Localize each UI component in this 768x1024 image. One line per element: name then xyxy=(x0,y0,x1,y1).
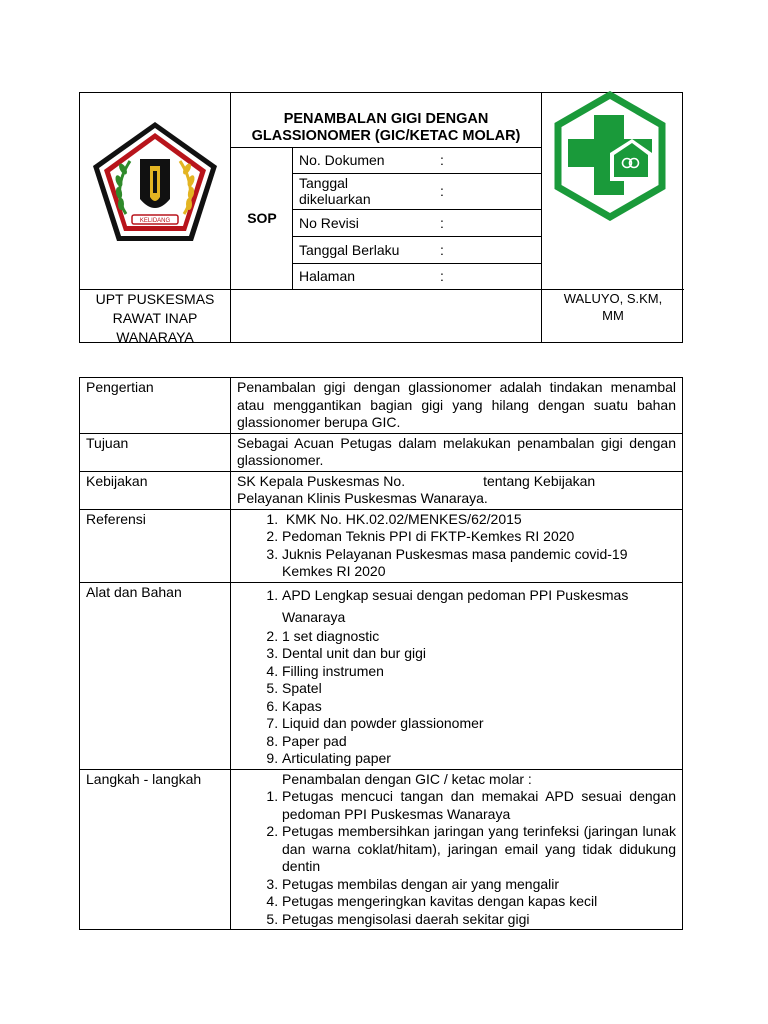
list-item: 2. 1 set diagnostic xyxy=(282,628,676,646)
sop-label: SOP xyxy=(247,210,277,226)
doc-field-colon: : xyxy=(440,152,444,168)
divider xyxy=(292,236,542,237)
list-item: 2. Pedoman Teknis PPI di FKTP-Kemkes RI 2020 xyxy=(282,528,676,546)
org-line: WANARAYA xyxy=(116,329,194,345)
doc-field-label: No Revisi xyxy=(299,215,359,231)
doc-field-label: Tanggal dikeluarkan xyxy=(299,175,371,207)
row-key: Alat dan Bahan xyxy=(80,582,231,769)
langkah-lead: Penambalan dengan GIC / ketac molar : xyxy=(282,770,532,787)
row-key: Tujuan xyxy=(80,433,231,471)
list-item: 3. Petugas membilas dengan air yang mengalir xyxy=(282,876,676,894)
row-key: Pengertian xyxy=(80,378,231,434)
divider xyxy=(292,209,542,210)
doc-field-colon: : xyxy=(440,215,444,231)
org-line: RAWAT INAP xyxy=(112,310,198,326)
table-row-referensi xyxy=(80,509,683,582)
row-key: Referensi xyxy=(80,509,231,582)
list-item: 1. Petugas mencuci tangan dan memakai APD sesuai dengan pedoman PPI Puskesmas Wanaraya xyxy=(282,788,676,823)
row-value: Penambalan gigi dengan glassionomer adalah tindakan menambal atau menggantikan bagian gigi yang hilang dengan suatu bahan glassionomer berupa GIC. xyxy=(231,378,683,434)
signatory-line: MM xyxy=(602,308,624,323)
table-row-pengertian xyxy=(80,378,683,434)
doc-field-label: Halaman xyxy=(299,268,356,284)
doc-field-label: Tanggal Berlaku xyxy=(299,242,400,258)
emblem-motto: KELIDANG xyxy=(139,218,171,224)
organization-name xyxy=(80,290,230,347)
puskesmas-logo xyxy=(554,91,666,221)
table-row-langkah xyxy=(80,769,683,930)
list-item: 1. APD Lengkap sesuai dengan pedoman PPI Puskesmas Wanaraya xyxy=(282,584,676,628)
row-value: Sebagai Acuan Petugas dalam melakukan penambalan gigi dengan glassionomer. xyxy=(231,433,683,471)
list-item: 4. Filling instrumen xyxy=(282,663,676,681)
page-title xyxy=(231,111,541,145)
table-row-alat-dan-bahan xyxy=(80,582,683,769)
row-value xyxy=(231,471,683,509)
list-item: 6. Kapas xyxy=(282,698,676,716)
doc-field-colon: : xyxy=(440,268,444,284)
divider xyxy=(230,147,542,148)
divider xyxy=(292,263,542,264)
kebijakan-text: Pelayanan Klinis Puskesmas Wanaraya. xyxy=(237,490,488,506)
table-row-kebijakan xyxy=(80,471,683,509)
row-key: Langkah - langkah xyxy=(80,769,231,930)
row-value xyxy=(231,509,683,582)
list-item: 1. KMK No. HK.02.02/MENKES/62/2015 xyxy=(282,511,676,529)
divider xyxy=(292,173,542,174)
kebijakan-text: SK Kepala Puskesmas No. xyxy=(237,472,406,489)
list-item: 5. Spatel xyxy=(282,680,676,698)
sop-header xyxy=(79,92,683,343)
sop-content-table xyxy=(79,377,683,930)
list-item: 3. Dental unit dan bur gigi xyxy=(282,645,676,663)
list-item: 2. Petugas membersihkan jaringan yang terinfeksi (jaringan lunak dan warna coklat/hitam), jaringan email yang tidak didukung dentin xyxy=(282,823,676,876)
row-key: Kebijakan xyxy=(80,471,231,509)
title-line: GLASSIONOMER (GIC/KETAC MOLAR) xyxy=(251,128,521,144)
list-item: 7. Liquid dan powder glassionomer xyxy=(282,715,676,733)
list-item: 3. Juknis Pelayanan Puskesmas masa pandemic covid-19 Kemkes RI 2020 xyxy=(282,546,676,581)
title-line: PENAMBALAN GIGI DENGAN xyxy=(283,111,489,127)
list-item: 5. Petugas mengisolasi daerah sekitar gigi xyxy=(282,911,676,929)
list-item: 9. Articulating paper xyxy=(282,750,676,768)
doc-field-colon: : xyxy=(440,183,444,199)
doc-field-colon: : xyxy=(440,242,444,258)
list-item: 8. Paper pad xyxy=(282,733,676,751)
row-value xyxy=(231,582,683,769)
org-line: UPT PUSKESMAS xyxy=(95,291,215,307)
kebijakan-text: tentang Kebijakan xyxy=(483,472,596,489)
list-item: 4. Petugas mengeringkan kavitas dengan kapas kecil xyxy=(282,893,676,911)
signatory-line: WALUYO, S.KM, xyxy=(563,291,663,306)
table-row-tujuan xyxy=(80,433,683,471)
doc-field-label: No. Dokumen xyxy=(299,152,385,168)
signatory-name xyxy=(542,290,684,324)
row-value xyxy=(231,769,683,930)
regency-emblem-logo xyxy=(90,119,220,245)
